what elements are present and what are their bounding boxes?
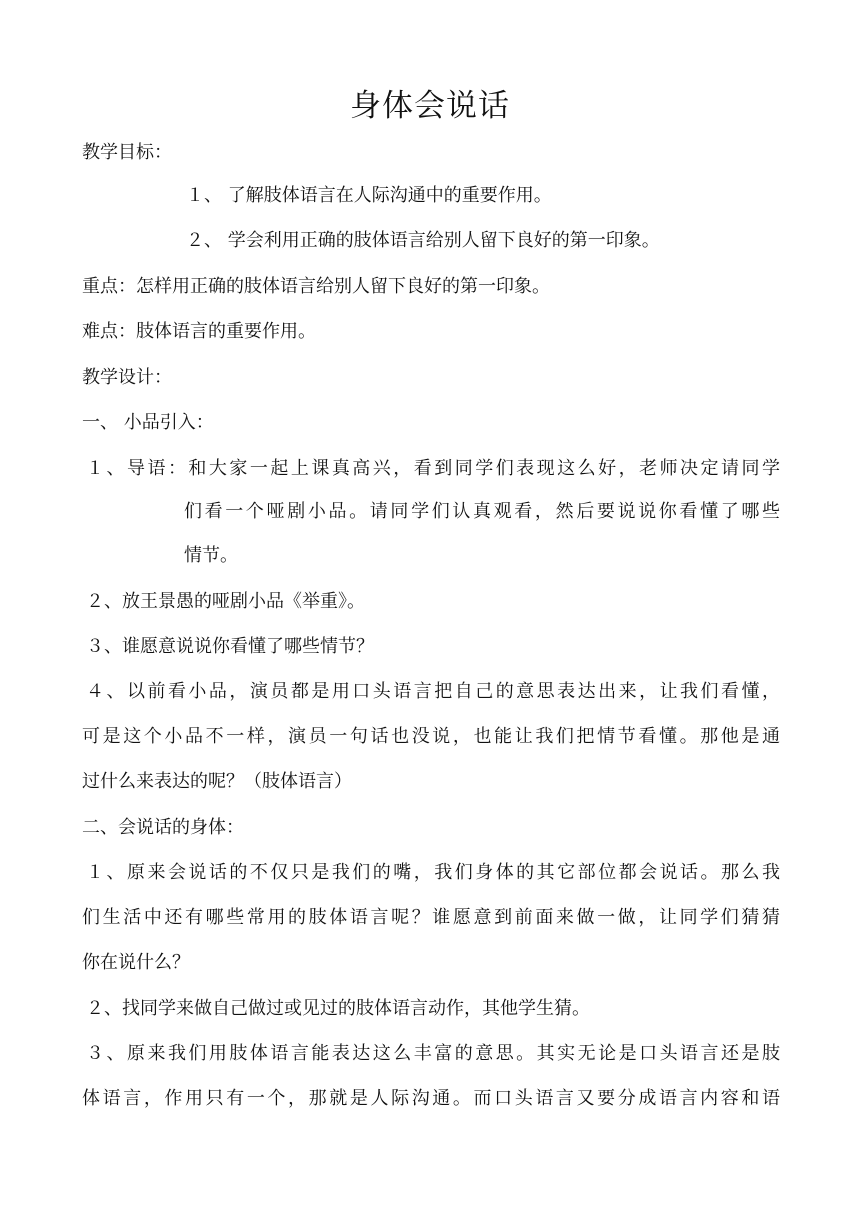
paragraph-line: ３、原来我们用肢体语言能表达这么丰富的意思。其实无论是口头语言还是肢	[86, 1043, 780, 1064]
part-one-heading: 一、 小品引入：	[82, 412, 214, 433]
paragraph-line: ２、放王景愚的哑剧小品《举重》。	[86, 591, 365, 612]
goal-item-2: ２、 学会利用正确的肢体语言给别人留下良好的第一印象。	[186, 230, 660, 251]
paragraph-line: 们看一个哑剧小品。请同学们认真观看，然后要说说你看懂了哪些	[184, 501, 780, 522]
document-title: 身体会说话	[350, 88, 510, 124]
paragraph-line: ２、找同学来做自己做过或见过的肢体语言动作，其他学生猜。	[86, 998, 590, 1019]
key-point: 重点：怎样用正确的肢体语言给别人留下良好的第一印象。	[82, 276, 550, 297]
paragraph-line: １、原来会说话的不仅只是我们的嘴，我们身体的其它部位都会说话。那么我	[86, 862, 780, 883]
paragraph-line: ４、以前看小品，演员都是用口头语言把自己的意思表达出来，让我们看懂，	[86, 681, 780, 702]
paragraph-line: 体语言，作用只有一个，那就是人际沟通。而口头语言又要分成语言内容和语	[82, 1088, 780, 1109]
paragraph-line: 情节。	[184, 545, 238, 566]
paragraph-line: 你在说什么？	[82, 952, 190, 973]
section-heading-design: 教学设计：	[82, 367, 172, 388]
goal-item-1: １、 了解肢体语言在人际沟通中的重要作用。	[186, 185, 552, 206]
part-two-heading: 二、会说话的身体：	[82, 817, 244, 838]
paragraph-line: ３、谁愿意说说你看懂了哪些情节？	[86, 636, 374, 657]
paragraph-line: 们生活中还有哪些常用的肢体语言呢？谁愿意到前面来做一做，让同学们猜猜	[82, 907, 780, 928]
paragraph-line: 可是这个小品不一样，演员一句话也没说，也能让我们把情节看懂。那他是通	[82, 726, 780, 747]
paragraph-line: 过什么来表达的呢？（肢体语言）	[82, 771, 352, 792]
section-heading-goals: 教学目标：	[82, 142, 172, 163]
paragraph-line: １、导语：和大家一起上课真高兴，看到同学们表现这么好，老师决定请同学	[86, 458, 780, 479]
difficult-point: 难点：肢体语言的重要作用。	[82, 321, 316, 342]
